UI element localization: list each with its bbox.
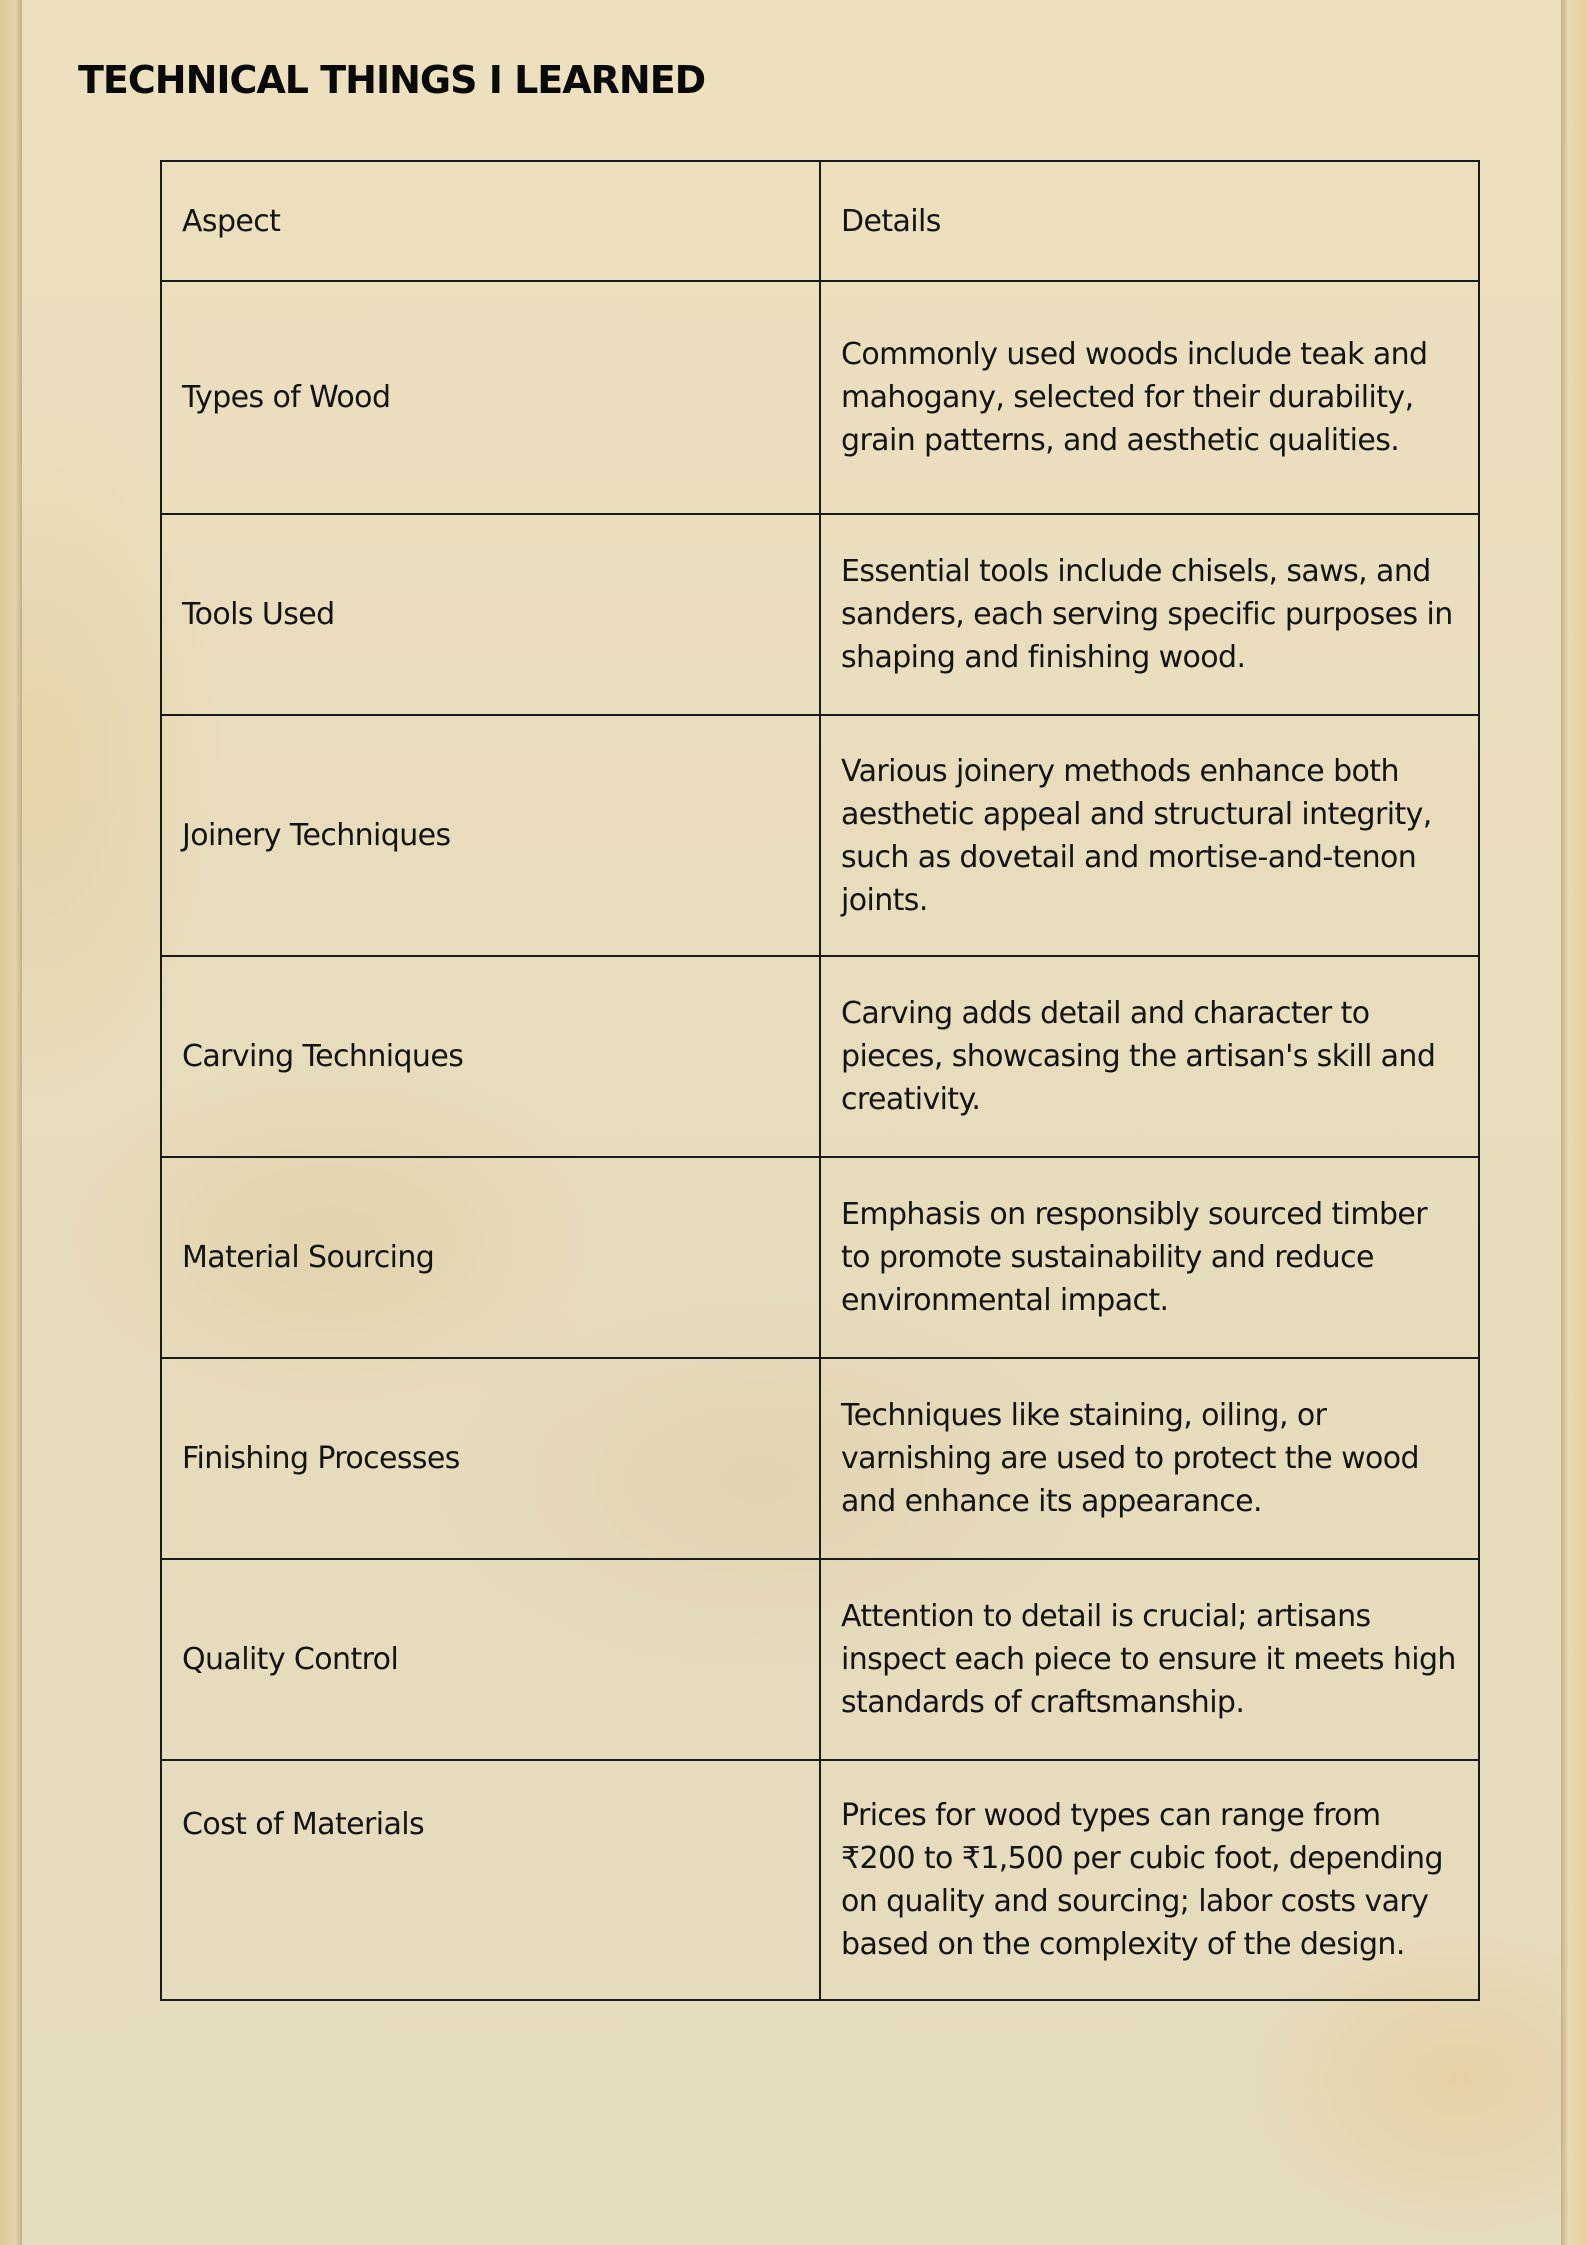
table-row bbox=[161, 1760, 1479, 2000]
table-row bbox=[161, 281, 1479, 514]
table-row bbox=[161, 715, 1479, 956]
aspect-cell: Finishing Processes bbox=[161, 1358, 820, 1559]
page-edge-right bbox=[1561, 0, 1587, 2245]
details-cell: Carving adds detail and character to pieces, showcasing the artisan's skill and creativity. bbox=[820, 956, 1479, 1157]
aspect-cell: Quality Control bbox=[161, 1559, 820, 1760]
details-cell: Emphasis on responsibly sourced timber to promote sustainability and reduce environmental impact. bbox=[820, 1157, 1479, 1358]
table-row bbox=[161, 1559, 1479, 1760]
details-cell: Various joinery methods enhance both aesthetic appeal and structural integrity, such as dovetail and mortise-and-tenon joints. bbox=[820, 715, 1479, 956]
table-row bbox=[161, 1358, 1479, 1559]
table-row bbox=[161, 1157, 1479, 1358]
header-details: Details bbox=[820, 161, 1479, 281]
aspect-cell: Carving Techniques bbox=[161, 956, 820, 1157]
details-cell: Prices for wood types can range from ₹200 to ₹1,500 per cubic foot, depending on quality and sourcing; labor costs vary based on the complexity of the design. bbox=[820, 1760, 1479, 2000]
technical-table bbox=[160, 160, 1480, 2001]
table-header-row bbox=[161, 161, 1479, 281]
details-cell: Commonly used woods include teak and mahogany, selected for their durability, grain patterns, and aesthetic qualities. bbox=[820, 281, 1479, 514]
details-cell: Attention to detail is crucial; artisans inspect each piece to ensure it meets high standards of craftsmanship. bbox=[820, 1559, 1479, 1760]
page-title: TECHNICAL THINGS I LEARNED bbox=[78, 58, 706, 102]
aspect-cell: Material Sourcing bbox=[161, 1157, 820, 1358]
aspect-cell: Types of Wood bbox=[161, 281, 820, 514]
header-aspect: Aspect bbox=[161, 161, 820, 281]
details-cell: Techniques like staining, oiling, or varnishing are used to protect the wood and enhance its appearance. bbox=[820, 1358, 1479, 1559]
page-edge-left bbox=[0, 0, 22, 2245]
table-row bbox=[161, 514, 1479, 715]
table-row bbox=[161, 956, 1479, 1157]
aspect-cell: Joinery Techniques bbox=[161, 715, 820, 956]
aspect-cell: Tools Used bbox=[161, 514, 820, 715]
aspect-cell: Cost of Materials bbox=[161, 1760, 820, 2000]
details-cell: Essential tools include chisels, saws, and sanders, each serving specific purposes in shaping and finishing wood. bbox=[820, 514, 1479, 715]
